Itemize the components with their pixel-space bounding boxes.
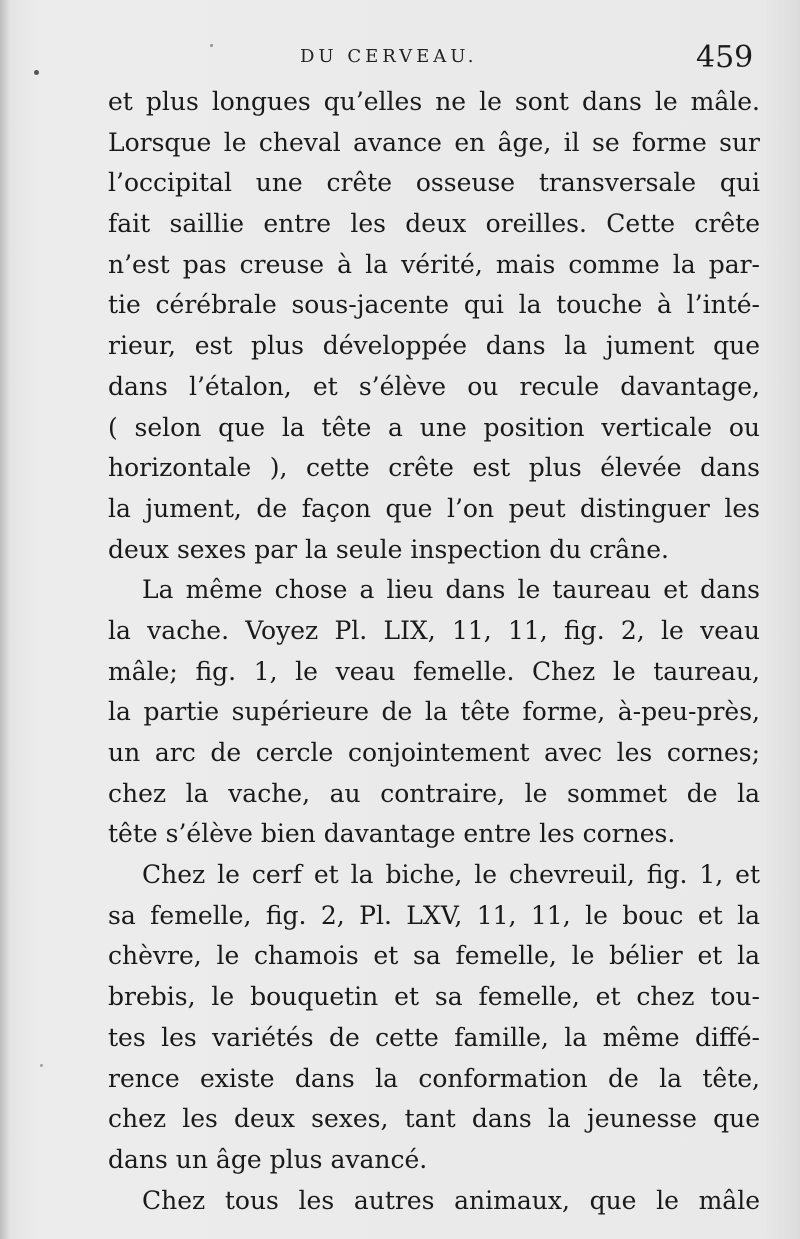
paragraph-first-line: Chez tous les autres animaux, que le mâle <box>142 1185 760 1215</box>
text-line: rence existe dans la conformation de la tête, <box>108 1063 760 1093</box>
text-line: l’occipital une crête osseuse transversale qui <box>108 168 760 198</box>
paragraph-first-line: La même chose a lieu dans le taureau et dans <box>142 575 760 605</box>
text-line: brebis, le bouquetin et sa femelle, et chez tou- <box>108 982 760 1012</box>
paragraph-first-line: Chez le cerf et la biche, le chevreuil, fig. 1, et <box>142 860 760 890</box>
text-line: tie cérébrale sous-jacente qui la touche à l’inté- <box>108 290 760 320</box>
text-line: la partie supérieure de la tête forme, à-peu-près, <box>108 697 760 727</box>
text-line: rieur, est plus développée dans la jument que <box>108 331 760 361</box>
text-line: tes les variétés de cette famille, la même diffé- <box>108 1022 760 1052</box>
page-header <box>0 40 800 84</box>
text-line: un arc de cercle conjointement avec les cornes; <box>108 738 760 767</box>
text-line: dans l’étalon, et s’élève ou recule davantage, <box>108 371 760 401</box>
paper-speck <box>34 70 39 75</box>
text-line: et plus longues qu’elles ne le sont dans le mâle. <box>108 87 760 116</box>
page-number: 459 <box>696 40 754 75</box>
text-line: ( selon que la tête a une position verticale ou <box>108 412 760 442</box>
text-line: la vache. Voyez Pl. LIX, 11, 11, fig. 2, le veau <box>108 615 760 645</box>
body-text <box>108 82 760 1221</box>
paper-speck <box>210 44 213 47</box>
text-line: la jument, de façon que l’on peut distinguer les <box>108 493 760 523</box>
text-line: chez la vache, au contraire, le sommet de la <box>108 778 760 808</box>
text-line: dans un âge plus avancé. <box>108 1144 428 1174</box>
running-head: DU CERVEAU. <box>300 46 478 67</box>
paper-speck <box>40 1064 43 1067</box>
text-line: n’est pas creuse à la vérité, mais comme la par- <box>108 249 760 279</box>
text-line: fait saillie entre les deux oreilles. Cette crête <box>108 209 760 239</box>
text-line: sa femelle, fig. 2, Pl. LXV, 11, 11, le bouc et la <box>108 900 760 930</box>
text-line: chèvre, le chamois et sa femelle, le bélier et la <box>108 941 760 971</box>
text-line: mâle; fig. 1, le veau femelle. Chez le taureau, <box>108 656 760 686</box>
text-line: tête s’élève bien davantage entre les cornes. <box>108 819 676 849</box>
text-line: chez les deux sexes, tant dans la jeunesse que <box>108 1104 760 1134</box>
text-line: horizontale ), cette crête est plus élevée dans <box>108 453 760 483</box>
text-line: deux sexes par la seule inspection du crâne. <box>108 534 669 564</box>
text-line: Lorsque le cheval avance en âge, il se forme sur <box>108 127 760 157</box>
